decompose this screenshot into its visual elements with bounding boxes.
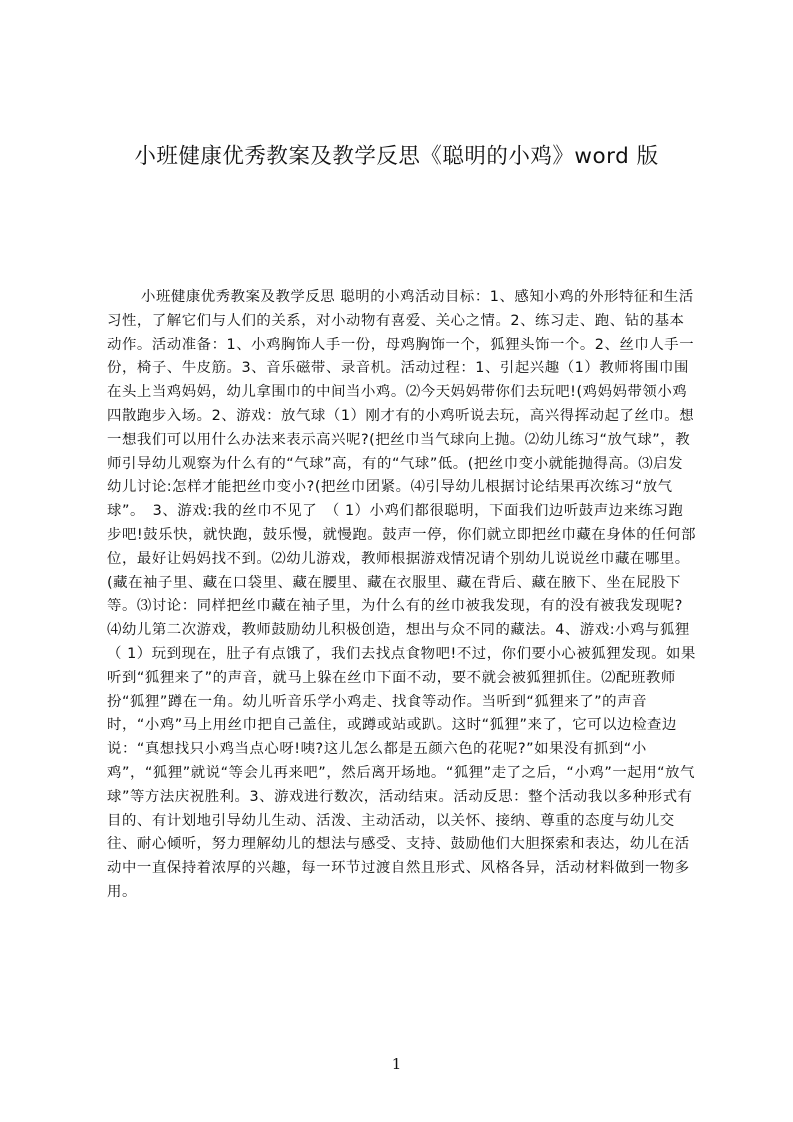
document-body-paragraph: 小班健康优秀教案及教学反思 聪明的小鸡活动目标：1、感知小鸡的外形特征和生活习性，了解它们与人们的关系，对小动物有喜爱、关心之情。2、练习走、跑、钻的基本动作。活动准备：1、小鸡胸饰人手一份，母鸡胸饰一个，狐狸头饰一个。2、丝巾人手一份，椅子、牛皮筋。3、音乐磁带、录音机。活动过程：1、引起兴趣（1）教师将围巾围在头上当鸡妈妈，幼儿拿围巾的中间当小鸡。⑵今天妈妈带你们去玩吧!(鸡妈妈带领小鸡四散跑步入场。2、游戏：放气球（1）刚才有的小鸡听说去玩，高兴得挥动起了丝巾。想一想我们可以用什么办法来表示高兴呢?(把丝巾当气球向上抛。⑵幼儿练习“放气球”，教师引导幼儿观察为什么有的“气球”高，有的“气球”低。(把丝巾变小就能抛得高。⑶启发幼儿讨论:怎样才能把丝巾变小?(把丝巾团紧。⑷引导幼儿根据讨论结果再次练习“放气球”。 3、游戏:我的丝巾不见了 （ 1）小鸡们都很聪明，下面我们边听鼓声边来练习跑步吧!鼓乐快，就快跑，鼓乐慢，就慢跑。鼓声一停，你们就立即把丝巾藏在身体的任何部位，最好让妈妈找不到。⑵幼儿游戏，教师根据游戏情况请个别幼儿说说丝巾藏在哪里。(藏在袖子里、藏在口袋里、藏在腰里、藏在衣服里、藏在背后、藏在腋下、坐在屁股下等。⑶讨论：同样把丝巾藏在袖子里，为什么有的丝巾被我发现，有的没有被我发现呢?⑷幼儿第二次游戏，教师鼓励幼儿积极创造，想出与众不同的藏法。4、游戏:小鸡与狐狸 （ 1）玩到现在，肚子有点饿了，我们去找点食物吧!不过，你们要小心被狐狸发现。如果听到“狐狸来了”的声音，就马上躲在丝巾下面不动，要不就会被狐狸抓住。⑵配班教师扮“狐狸”蹲在一角。幼儿听音乐学小鸡走、找食等动作。当听到“狐狸来了”的声音时，“小鸡”马上用丝巾把自己盖住，或蹲或站或趴。这时“狐狸”来了，它可以边检查边说：“真想找只小鸡当点心呀!咦?这儿怎么都是五颜六色的花呢?”如果没有抓到“小鸡”，“狐狸”就说“等会儿再来吧”，然后离开场地。“狐狸”走了之后，“小鸡”一起用“放气球”等方法庆祝胜利。3、游戏进行数次，活动结束。活动反思：整个活动我以多种形式有目的、有计划地引导幼儿生动、活泼、主动活动，以关怀、接纳、尊重的态度与幼儿交往、耐心倾听，努力理解幼儿的想法与感受、支持、鼓励他们大胆探索和表达，幼儿在活动中一直保持着浓厚的兴趣，每一环节过渡自然且形式、风格各异，活动材料做到一物多用。 bbox=[107, 289, 705, 900]
page-number: 1 bbox=[391, 1055, 402, 1073]
document-title: 小班健康优秀教案及教学反思《聪明的小鸡》word 版 bbox=[134, 144, 659, 169]
